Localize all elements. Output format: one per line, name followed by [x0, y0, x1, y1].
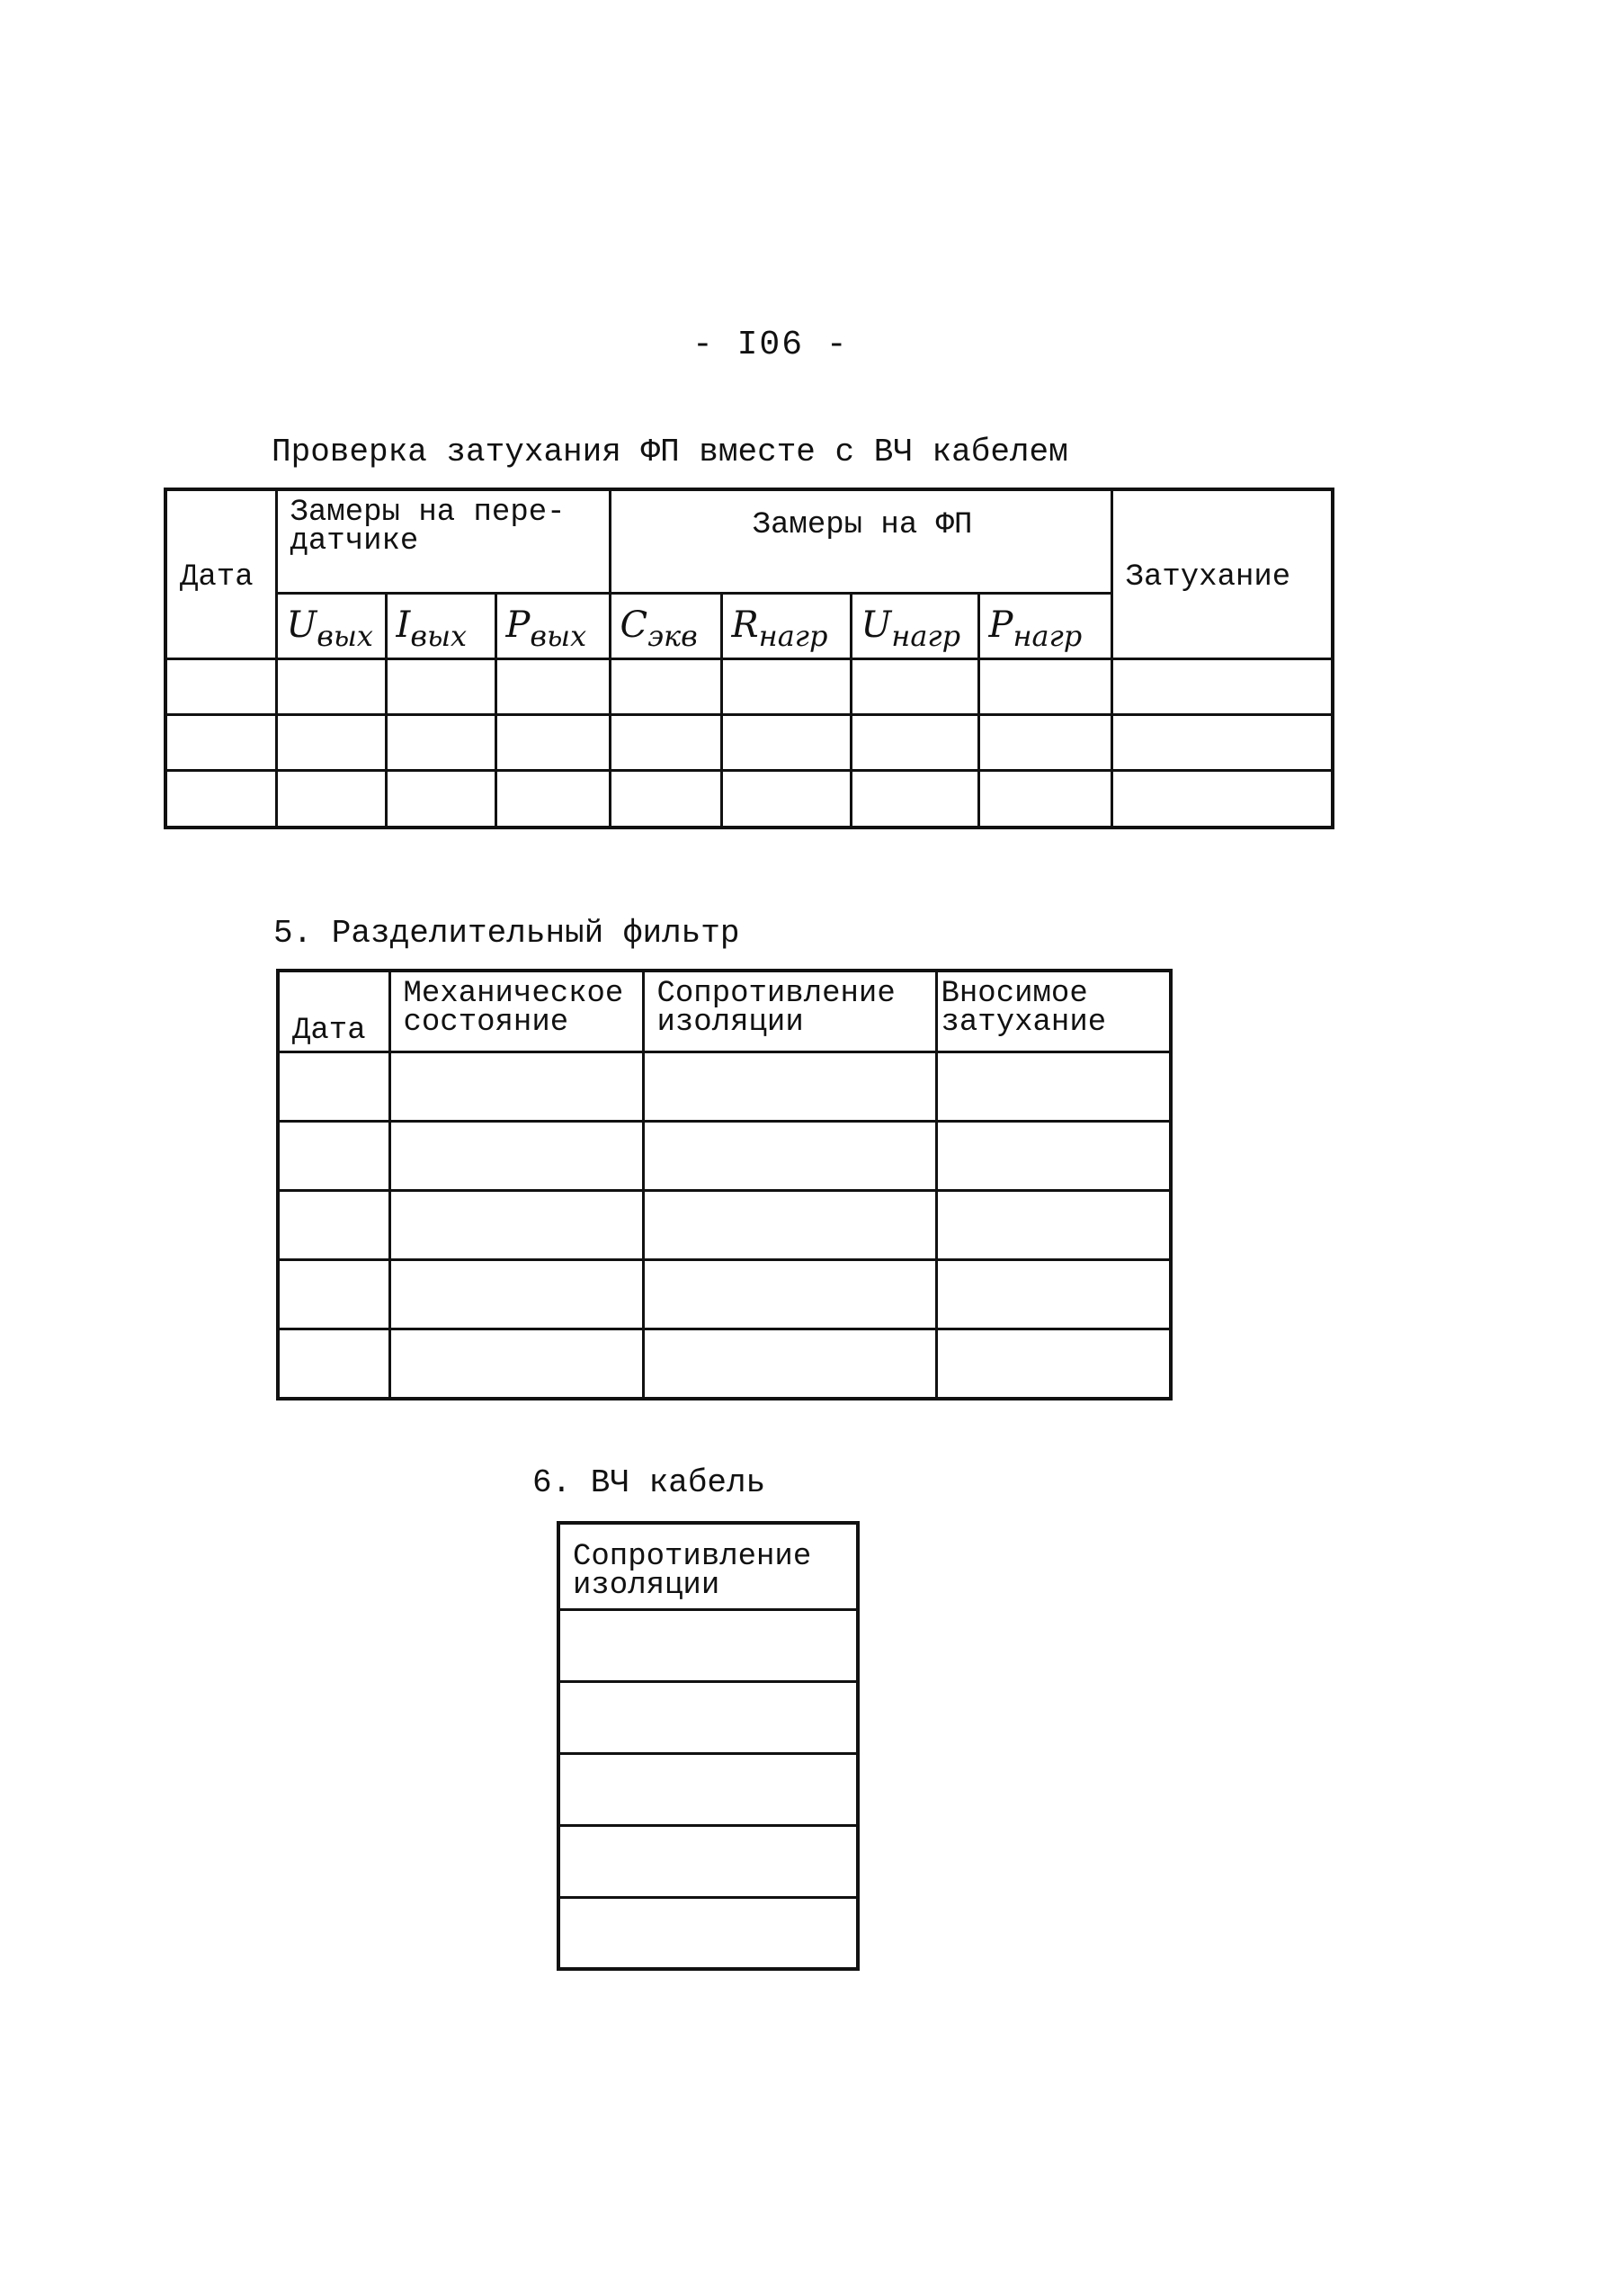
cell[interactable] — [276, 770, 386, 828]
cell[interactable] — [1111, 658, 1333, 714]
cell[interactable] — [558, 1897, 858, 1969]
cell[interactable] — [558, 1681, 858, 1753]
cell[interactable] — [610, 658, 721, 714]
cable-section-title: 6. ВЧ кабель — [532, 1464, 766, 1501]
attenuation-table — [164, 488, 1334, 829]
table-row — [278, 1329, 1171, 1399]
header-insertion-loss: Вносимое затухание — [936, 971, 1171, 1051]
cell[interactable] — [495, 770, 610, 828]
cell[interactable] — [643, 1190, 936, 1259]
header-date: Дата — [278, 971, 389, 1051]
symbol-u-load: $U_{нагр}$ — [851, 593, 978, 658]
cell[interactable] — [278, 1259, 389, 1329]
table-row — [165, 658, 1333, 714]
header-mechanical-state: Механическое состояние — [389, 971, 643, 1051]
cell[interactable] — [558, 1825, 858, 1897]
header-fp: Замеры на ФП — [610, 489, 1111, 593]
cell[interactable] — [643, 1121, 936, 1190]
page-number: - I06 - — [692, 326, 849, 364]
cell[interactable] — [978, 658, 1111, 714]
cell[interactable] — [386, 658, 495, 714]
cell[interactable] — [936, 1051, 1171, 1121]
symbol-p-out: $P_{вых}$ — [495, 593, 610, 658]
cell[interactable] — [851, 770, 978, 828]
cell[interactable] — [936, 1190, 1171, 1259]
cell[interactable] — [386, 714, 495, 770]
table-row — [278, 1121, 1171, 1190]
cell[interactable] — [936, 1259, 1171, 1329]
symbol-r-load: $R_{нагр}$ — [721, 593, 851, 658]
cell[interactable] — [721, 658, 851, 714]
cell[interactable] — [389, 1329, 643, 1399]
header-insulation-resistance: Сопротивление изоляции — [643, 971, 936, 1051]
header-date: Дата — [165, 489, 276, 658]
cell[interactable] — [276, 714, 386, 770]
cell[interactable] — [278, 1190, 389, 1259]
symbol-p-load: $P_{нагр}$ — [978, 593, 1111, 658]
cell[interactable] — [278, 1051, 389, 1121]
cell[interactable] — [643, 1051, 936, 1121]
cell[interactable] — [851, 714, 978, 770]
cell[interactable] — [389, 1051, 643, 1121]
cell[interactable] — [389, 1190, 643, 1259]
cell[interactable] — [1111, 770, 1333, 828]
table-row — [558, 1897, 858, 1969]
cell[interactable] — [936, 1121, 1171, 1190]
cell[interactable] — [165, 770, 276, 828]
table-row — [558, 1681, 858, 1753]
cell[interactable] — [276, 658, 386, 714]
cell[interactable] — [165, 658, 276, 714]
cell[interactable] — [978, 714, 1111, 770]
cell[interactable] — [495, 658, 610, 714]
header-transmitter: Замеры на пере- датчике — [276, 489, 610, 593]
symbol-i-out: $I_{вых}$ — [386, 593, 495, 658]
cable-table — [557, 1521, 860, 1971]
cell[interactable] — [721, 770, 851, 828]
cell[interactable] — [978, 770, 1111, 828]
cell[interactable] — [721, 714, 851, 770]
cell[interactable] — [610, 770, 721, 828]
table-row — [558, 1825, 858, 1897]
cell[interactable] — [610, 714, 721, 770]
table-row — [278, 1259, 1171, 1329]
filter-section-title: 5. Разделительный фильтр — [273, 915, 740, 952]
cell[interactable] — [278, 1121, 389, 1190]
symbol-u-out: $U_{вых}$ — [276, 593, 386, 658]
cell[interactable] — [558, 1609, 858, 1681]
table-row — [558, 1609, 858, 1681]
table-row — [165, 714, 1333, 770]
table-row — [165, 770, 1333, 828]
attenuation-section-title: Проверка затухания ФП вместе с ВЧ кабелем — [272, 434, 1068, 470]
table-row — [558, 1753, 858, 1825]
cell[interactable] — [495, 714, 610, 770]
cell[interactable] — [643, 1259, 936, 1329]
header-insulation-resistance: Сопротивление изоляции — [558, 1523, 858, 1609]
symbol-c-eq: $C_{экв}$ — [610, 593, 721, 658]
cell[interactable] — [389, 1121, 643, 1190]
table-row — [278, 1051, 1171, 1121]
cell[interactable] — [643, 1329, 936, 1399]
cell[interactable] — [936, 1329, 1171, 1399]
filter-table — [276, 969, 1173, 1400]
cell[interactable] — [386, 770, 495, 828]
header-attenuation: Затухание — [1111, 489, 1333, 658]
cell[interactable] — [278, 1329, 389, 1399]
cell[interactable] — [851, 658, 978, 714]
cell[interactable] — [389, 1259, 643, 1329]
cell[interactable] — [1111, 714, 1333, 770]
table-row — [278, 1190, 1171, 1259]
cell[interactable] — [558, 1753, 858, 1825]
cell[interactable] — [165, 714, 276, 770]
